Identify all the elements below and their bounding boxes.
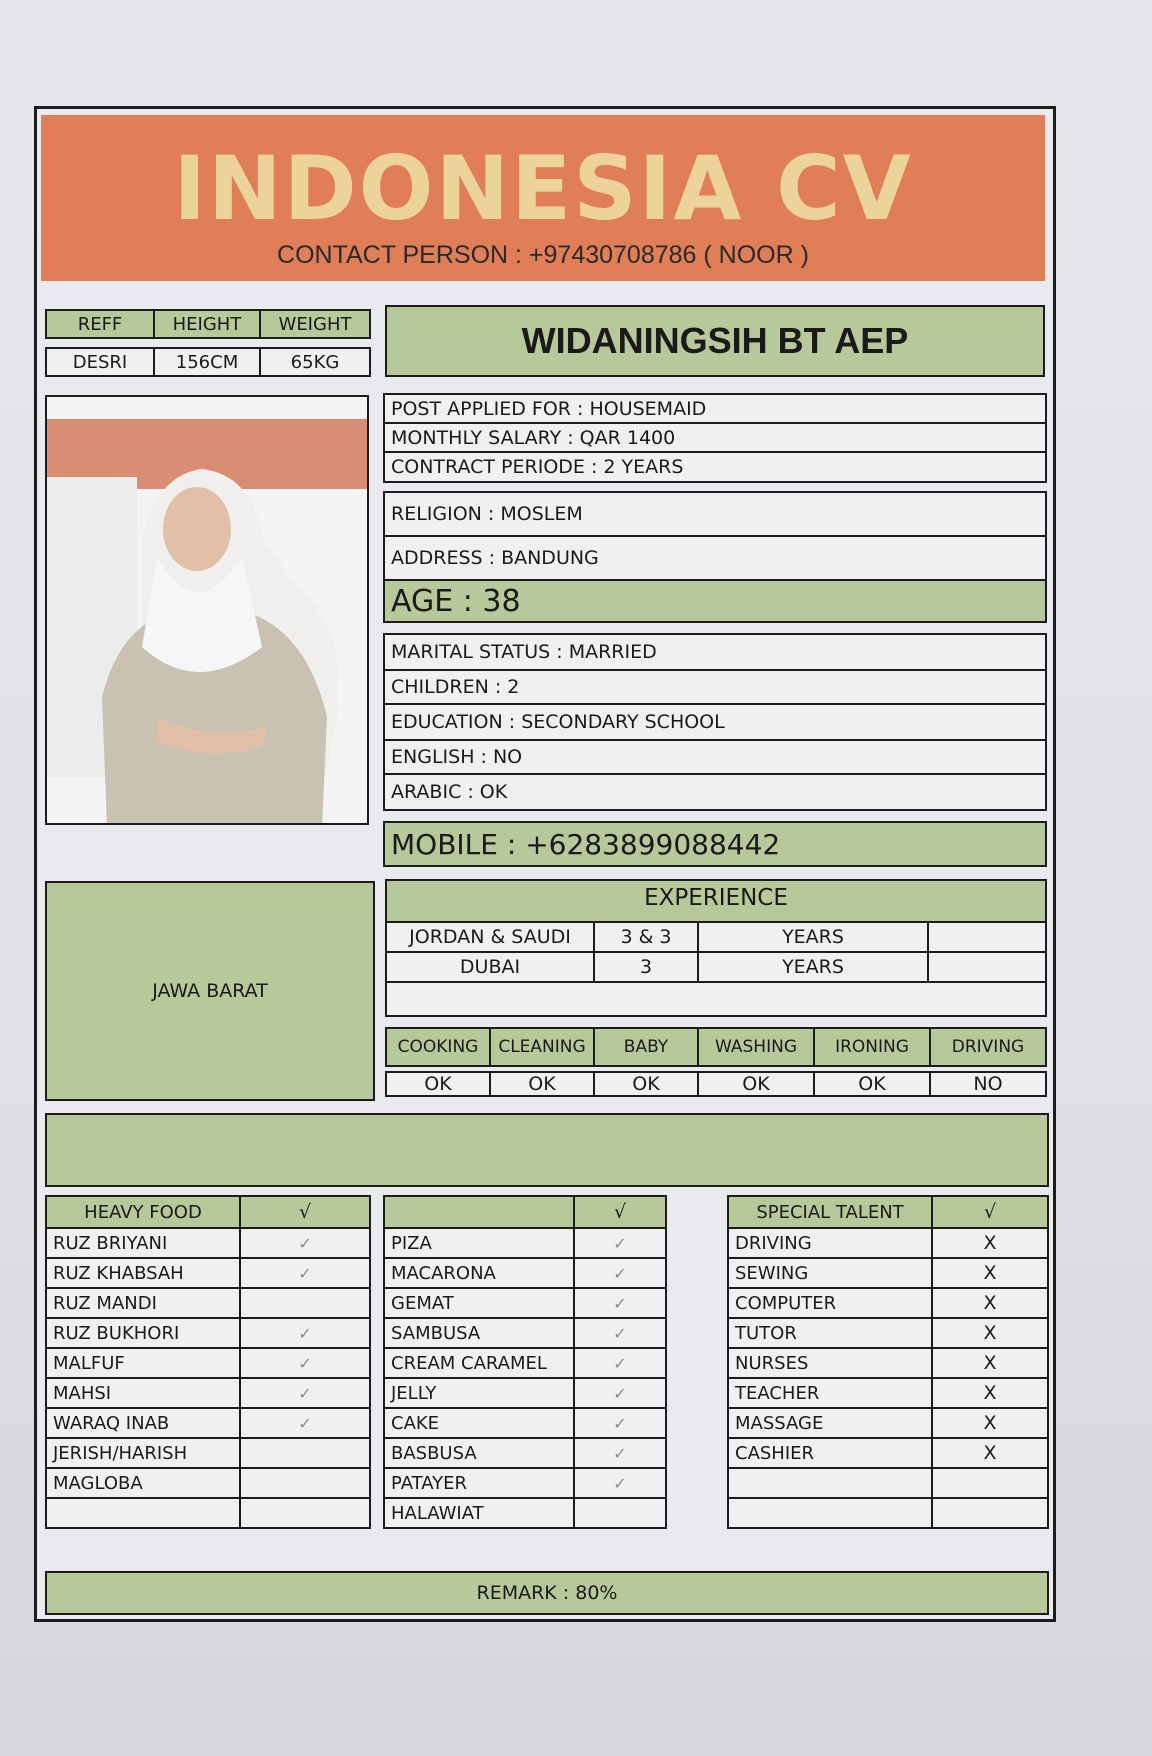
talent-check: X	[931, 1347, 1049, 1379]
heavy_food-item: RUZ BUKHORI	[45, 1317, 241, 1349]
marital-status: MARITAL STATUS : MARRIED	[385, 635, 1045, 671]
talent-item: SEWING	[727, 1257, 933, 1289]
height-header: HEIGHT	[153, 309, 261, 339]
sweets-check	[573, 1497, 667, 1529]
sweets-item: BASBUSA	[383, 1437, 575, 1469]
sweets-check: ✓	[573, 1407, 667, 1439]
heavy_food-check: ✓	[239, 1317, 371, 1349]
talent-check-header: √	[931, 1195, 1049, 1229]
skill-baby: BABY	[593, 1027, 699, 1067]
heavy_food-check: ✓	[239, 1377, 371, 1409]
sweets-item: PATAYER	[383, 1467, 575, 1499]
skill-cooking: COOKING	[385, 1027, 491, 1067]
skill-driving-value: NO	[929, 1071, 1047, 1097]
sweets-check: ✓	[573, 1227, 667, 1259]
exp-extra-1	[927, 921, 1047, 953]
children: CHILDREN : 2	[385, 671, 1045, 705]
region: JAWA BARAT	[45, 881, 375, 1101]
heavy_food-check: ✓	[239, 1347, 371, 1379]
talent-item	[727, 1497, 933, 1529]
sweets-header	[383, 1195, 575, 1229]
sweets-check-header: √	[573, 1195, 667, 1229]
talent-check	[931, 1467, 1049, 1499]
sweets-item: SAMBUSA	[383, 1317, 575, 1349]
talent-check: X	[931, 1407, 1049, 1439]
mobile-number: MOBILE : +6283899088442	[383, 821, 1047, 867]
reff-value: DESRI	[45, 347, 155, 377]
monthly-salary: MONTHLY SALARY : QAR 1400	[385, 424, 1045, 453]
experience-table	[387, 921, 1045, 1015]
sweets-check: ✓	[573, 1377, 667, 1409]
reff-table	[45, 309, 377, 381]
education: EDUCATION : SECONDARY SCHOOL	[385, 705, 1045, 741]
exp-years-2: 3	[593, 951, 699, 983]
talent-item: NURSES	[727, 1347, 933, 1379]
sweets-check: ✓	[573, 1467, 667, 1499]
talent-item: COMPUTER	[727, 1287, 933, 1319]
heavy_food-item: JERISH/HARISH	[45, 1437, 241, 1469]
candidate-name: WIDANINGSIH BT AEP	[385, 305, 1045, 377]
sweets-item: GEMAT	[383, 1287, 575, 1319]
talent-header: SPECIAL TALENT	[727, 1195, 933, 1229]
talent-item: MASSAGE	[727, 1407, 933, 1439]
experience-section	[385, 879, 1047, 1017]
heavy_food-item	[45, 1497, 241, 1529]
heavy_food-item: MAHSI	[45, 1377, 241, 1409]
exp-extra-2	[927, 951, 1047, 983]
sweets-check: ✓	[573, 1287, 667, 1319]
skill-ironing-value: OK	[813, 1071, 931, 1097]
heavy_food-item: RUZ KHABSAH	[45, 1257, 241, 1289]
header-banner	[41, 115, 1045, 281]
exp-country-1: JORDAN & SAUDI	[385, 921, 595, 953]
heavy_food-header: HEAVY FOOD	[45, 1195, 241, 1229]
cv-sheet	[34, 106, 1056, 1622]
skills-table	[385, 1027, 1049, 1099]
talent-item: TEACHER	[727, 1377, 933, 1409]
heavy_food-item: MALFUF	[45, 1347, 241, 1379]
talent-item: DRIVING	[727, 1227, 933, 1259]
sweets-check: ✓	[573, 1437, 667, 1469]
experience-title: EXPERIENCE	[644, 885, 788, 911]
job-details	[383, 393, 1047, 483]
arabic: ARABIC : OK	[391, 781, 508, 803]
heavy-food-table	[45, 1195, 371, 1551]
contract-period: CONTRACT PERIODE : 2 YEARS	[391, 456, 684, 478]
sweets-item: CREAM CARAMEL	[383, 1347, 575, 1379]
sweets-item: HALAWIAT	[383, 1497, 575, 1529]
heavy_food-check	[239, 1437, 371, 1469]
talent-check: X	[931, 1227, 1049, 1259]
sweets-item: PIZA	[383, 1227, 575, 1259]
sweets-check: ✓	[573, 1347, 667, 1379]
personal-info	[383, 491, 1047, 623]
talent-item: CASHIER	[727, 1437, 933, 1469]
address: ADDRESS : BANDUNG	[385, 537, 1045, 581]
skill-driving: DRIVING	[929, 1027, 1047, 1067]
heavy_food-item: MAGLOBA	[45, 1467, 241, 1499]
sweets-check: ✓	[573, 1257, 667, 1289]
skill-washing: WASHING	[697, 1027, 815, 1067]
talent-check: X	[931, 1317, 1049, 1349]
other-details	[383, 633, 1047, 811]
special-talent-table	[727, 1195, 1049, 1551]
talent-item: TUTOR	[727, 1317, 933, 1349]
post-applied: POST APPLIED FOR : HOUSEMAID	[385, 395, 1045, 424]
cv-title: INDONESIA CV	[173, 137, 913, 240]
height-value: 156CM	[153, 347, 261, 377]
talent-check: X	[931, 1377, 1049, 1409]
skill-cleaning-value: OK	[489, 1071, 595, 1097]
heavy_food-check	[239, 1467, 371, 1499]
sweets-item: CAKE	[383, 1407, 575, 1439]
weight-header: WEIGHT	[259, 309, 371, 339]
sweets-table	[383, 1195, 717, 1551]
heavy_food-check	[239, 1287, 371, 1319]
talent-check: X	[931, 1287, 1049, 1319]
religion: RELIGION : MOSLEM	[385, 493, 1045, 537]
sweets-item: MACARONA	[383, 1257, 575, 1289]
reff-header: REFF	[45, 309, 155, 339]
weight-value: 65KG	[259, 347, 371, 377]
heavy_food-check-header: √	[239, 1195, 371, 1229]
heavy_food-item: RUZ MANDI	[45, 1287, 241, 1319]
heavy_food-item: WARAQ INAB	[45, 1407, 241, 1439]
candidate-photo	[45, 395, 369, 825]
skill-washing-value: OK	[697, 1071, 815, 1097]
talent-check: X	[931, 1257, 1049, 1289]
talent-item	[727, 1467, 933, 1499]
exp-years-1: 3 & 3	[593, 921, 699, 953]
photo-illustration	[47, 397, 367, 823]
skill-cooking-value: OK	[385, 1071, 491, 1097]
skill-ironing: IRONING	[813, 1027, 931, 1067]
heavy_food-item: RUZ BRIYANI	[45, 1227, 241, 1259]
skill-baby-value: OK	[593, 1071, 699, 1097]
heavy_food-check: ✓	[239, 1407, 371, 1439]
heavy_food-check: ✓	[239, 1257, 371, 1289]
sweets-item: JELLY	[383, 1377, 575, 1409]
english: ENGLISH : NO	[385, 741, 1045, 775]
blank-band	[45, 1113, 1049, 1187]
sweets-check: ✓	[573, 1317, 667, 1349]
exp-country-2: DUBAI	[385, 951, 595, 983]
age: AGE : 38	[385, 581, 1045, 621]
heavy_food-check: ✓	[239, 1227, 371, 1259]
skill-cleaning: CLEANING	[489, 1027, 595, 1067]
exp-unit-2: YEARS	[697, 951, 929, 983]
contact-person: CONTACT PERSON : +97430708786 ( NOOR )	[277, 241, 809, 269]
exp-unit-1: YEARS	[697, 921, 929, 953]
talent-check: X	[931, 1437, 1049, 1469]
talent-check	[931, 1497, 1049, 1529]
heavy_food-check	[239, 1497, 371, 1529]
remark: REMARK : 80%	[45, 1571, 1049, 1615]
